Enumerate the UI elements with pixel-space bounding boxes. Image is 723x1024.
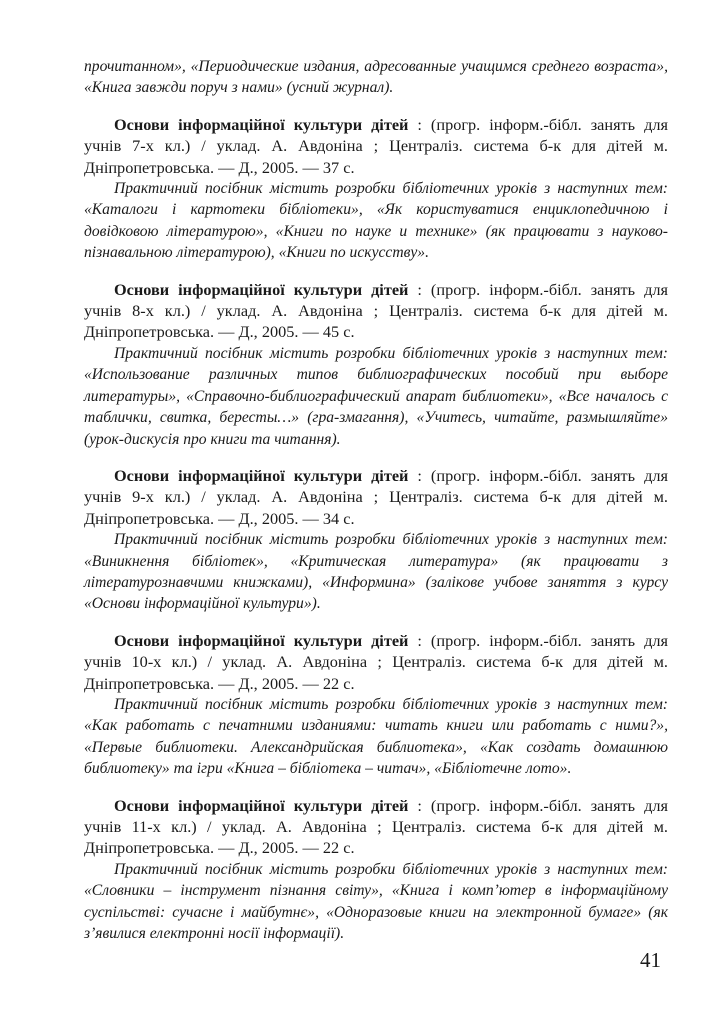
bibliography-entry bbox=[84, 795, 668, 945]
entry-citation bbox=[84, 279, 668, 343]
entry-details: : (прогр. інформ.-бібл. занять для учнів 9-х кл.) / уклад. А. Авдоніна ; Централіз. система б-к для дітей м. Дніпропетровська. — Д., 2005. — 34 с. bbox=[84, 465, 668, 528]
entry-title: Основи інформаційної культури дітей bbox=[114, 465, 409, 485]
page-content bbox=[84, 56, 668, 944]
entry-annotation: Практичний посібник містить розробки бібліотечних уроків з наступних тем: «Как работать с печатними изданиями: читать книги или работать с ними?», «Первые библиотеки. Александрийская библиотека», «Как создать домашнюю библиотеку» та ігри «Книга – бібліотека – читач», «Бібліотечне лото». bbox=[84, 695, 668, 778]
bibliography-entry bbox=[84, 630, 668, 780]
intro-annotation: прочитанном», «Периодические издания, адресованные учащимся среднего возраста», «Книга завжди поруч з нами» (усний журнал). bbox=[84, 58, 668, 97]
bibliography-entry bbox=[84, 279, 668, 450]
bibliography-entry bbox=[84, 114, 668, 264]
entry-citation bbox=[84, 465, 668, 529]
entry-details: : (прогр. інформ.-бібл. занять для учнів 10-х кл.) / уклад. А. Авдоніна ; Централіз. система б-к для дітей м. Дніпропетровська. — Д., 2005. — 22 с. bbox=[84, 630, 668, 693]
entry-annotation: Практичний посібник містить розробки бібліотечних уроків з наступних тем: «Словники – інструмент пізнання світу», «Книга і комп’ютер в інформаційному суспільстві: сучасне і майбутнє», «Одноразовые книги на электронной бумаге» (як з’явилися електронні носії інформації). bbox=[84, 860, 668, 943]
entry-annotation: Практичний посібник містить розробки бібліотечних уроків з наступних тем: «Виникнення бібліотек», «Критическая литература» (як працювати з літературознавчими книжками), «Информина» (залікове учбове заняття з курсу «Основи інформаційної культури»). bbox=[84, 531, 668, 613]
entry-annotation: Практичний посібник містить розробки бібліотечних уроків з наступних тем: «Каталоги і картотеки бібліотеки», «Як користуватися енциклопедичною і довідковою літературою», «Книги по науке и технике» (як працювати з науково-пізнавальною літературою), «Книги по искусству». bbox=[84, 180, 668, 262]
entry-title: Основи інформаційної культури дітей bbox=[114, 630, 409, 650]
page-number: 41 bbox=[640, 948, 661, 972]
entry-details: : (прогр. інформ.-бібл. занять для учнів 7-х кл.) / уклад. А. Авдоніна ; Централіз. система б-к для дітей м. Дніпропетровська. — Д., 2005. — 37 с. bbox=[84, 114, 668, 177]
entry-citation bbox=[84, 114, 668, 178]
entry-details: : (прогр. інформ.-бібл. занять для учнів 11-х кл.) / уклад. А. Авдоніна ; Централіз. система б-к для дітей м. Дніпропетровська. — Д., 2005. — 22 с. bbox=[84, 795, 668, 858]
entry-annotation: Практичний посібник містить розробки бібліотечних уроків з наступних тем: «Использование различных типов библиографических пособий при выборе литературы», «Справочно-библиографический апарат библиотеки», «Все началось с таблички, свитка, бересты…» (гра-змагання), «Учитесь, читайте, размышляйте» (урок-дискусія про книги та читання). bbox=[84, 344, 668, 448]
bibliography-entry bbox=[84, 465, 668, 615]
entry-title: Основи інформаційної культури дітей bbox=[114, 114, 409, 134]
entry-title: Основи інформаційної культури дітей bbox=[114, 279, 409, 299]
entry-details: : (прогр. інформ.-бібл. занять для учнів 8-х кл.) / уклад. А. Авдоніна ; Централіз. система б-к для дітей м. Дніпропетровська. — Д., 2005. — 45 с. bbox=[84, 279, 668, 342]
entry-citation bbox=[84, 795, 668, 859]
entry-citation bbox=[84, 630, 668, 694]
entry-title: Основи інформаційної культури дітей bbox=[114, 795, 409, 815]
